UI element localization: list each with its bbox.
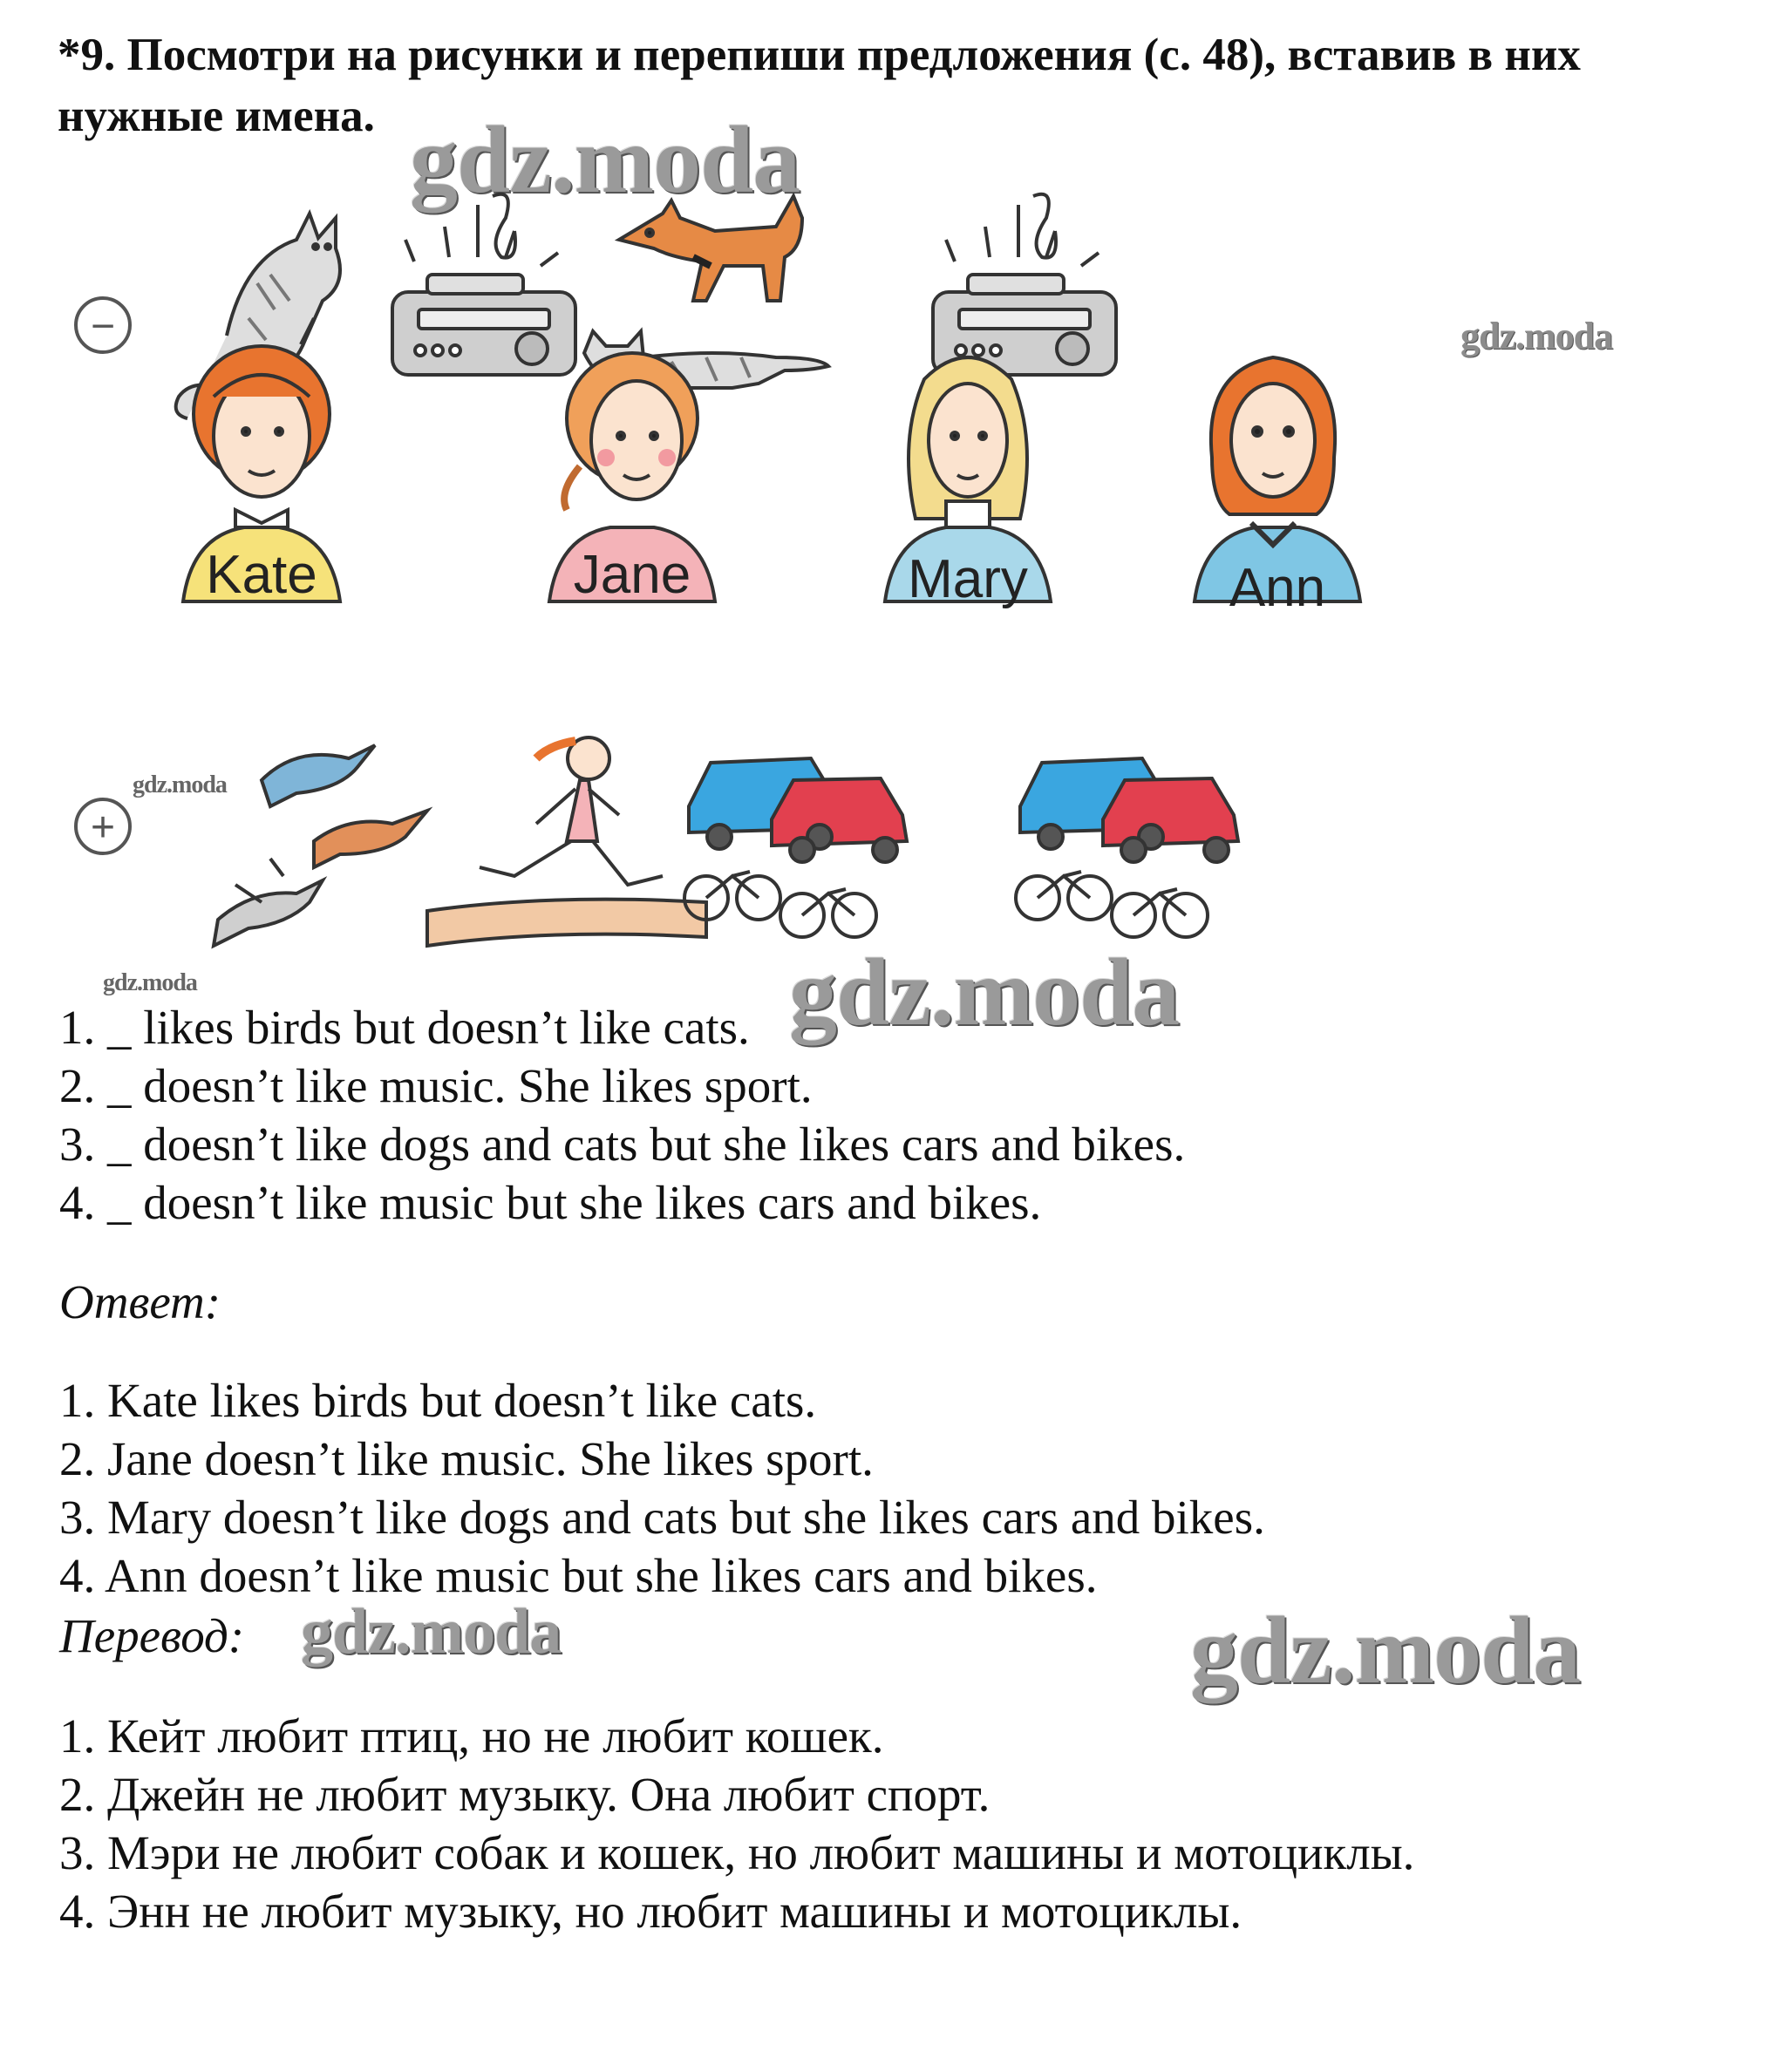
girl-kate-portrait [183,346,340,605]
name-label-kate: Kate [206,545,317,605]
name-label-ann: Ann [1229,558,1326,618]
dog-icon [619,196,802,301]
exercise-sentence: 1. _ likes birds but doesn’t like cats. [59,1001,750,1054]
watermark: gdz.moda [133,771,227,798]
watermark: gdz.moda [301,1596,562,1668]
music-note-icon [946,194,1099,266]
translation-sentence: 2. Джейн не любит музыку. Она любит спорт. [59,1768,991,1821]
cars-icon [1020,758,1238,862]
translation-sentence: 3. Мэри не любит собак и кошек, но любит машины и мотоциклы. [59,1826,1415,1879]
watermark: gdz.moda [103,969,197,996]
radio-icon [392,275,575,375]
watermark: gdz.moda [1460,315,1613,357]
translation-sentence: 1. Кейт любит птиц, но не любит кошек. [59,1709,884,1763]
girl-mary-portrait [885,357,1051,609]
girl-ann-portrait [1195,357,1360,618]
answer-sentence: 2. Jane doesn’t like music. She likes sport. [59,1432,874,1485]
translation-sentence: 4. Энн не любит музыку, но любит машины и мотоциклы. [59,1885,1242,1938]
plus-symbol [76,799,130,853]
bikes-icon [684,872,876,937]
watermark: gdz.moda [410,106,800,213]
runner-icon [427,737,706,946]
plus-symbol-text: + [90,805,116,851]
minus-symbol [76,298,130,352]
answer-sentence: 3. Mary doesn’t like dogs and cats but she likes cars and bikes. [59,1491,1265,1544]
answer-label: Ответ: [59,1275,221,1328]
name-label-jane: Jane [573,545,691,605]
exercise-sentence: 4. _ doesn’t like music but she likes cars and bikes. [59,1176,1042,1229]
exercise-sentence: 2. _ doesn’t like music. She likes sport. [59,1059,813,1112]
bikes-icon [1016,872,1208,937]
birds-icon [214,745,427,946]
answer-sentence: 4. Ann doesn’t like music but she likes cars and bikes. [59,1549,1098,1602]
translation-label: Перевод: [59,1609,245,1662]
cars-icon [689,758,907,862]
watermark: gdz.moda [1190,1597,1581,1703]
exercise-sentences [59,998,1185,1232]
answer-sentences [59,1371,1265,1605]
minus-symbol-text: − [90,303,116,350]
name-label-mary: Mary [908,549,1028,609]
answer-sentence: 1. Kate likes birds but doesn’t like cats. [59,1374,817,1427]
watermark: gdz.moda [789,939,1180,1045]
illustration-panel [61,179,1439,963]
translation-sentences [59,1707,1414,1940]
girl-jane-portrait [549,353,715,605]
task-title: *9. Посмотри на рисунки и перепиши предложения (с. 48), вставив в них нужные имена. [58,30,1581,141]
music-note-icon [405,194,558,266]
illustration-svg [61,179,1439,963]
exercise-sentence: 3. _ doesn’t like dogs and cats but she likes cars and bikes. [59,1118,1186,1171]
